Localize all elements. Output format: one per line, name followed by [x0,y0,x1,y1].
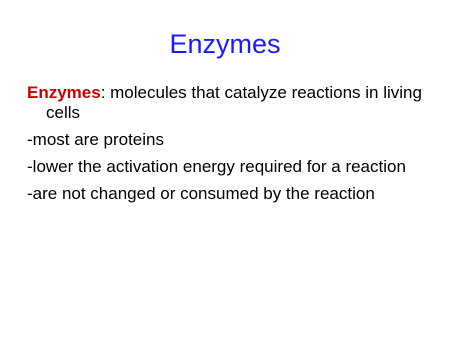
definition-text: : molecules that catalyze reactions in living cells [46,83,422,122]
bullet-not-changed-or-consumed: -are not changed or consumed by the reaction [27,184,375,203]
bullet-most-are-proteins: -most are proteins [27,130,164,149]
definition-term: Enzymes [27,83,101,102]
slide-body [27,83,437,211]
bullet-lower-activation-energy: -lower the activation energy required for a reaction [27,157,406,176]
definition-paragraph [27,83,437,123]
slide-title: Enzymes [169,29,281,59]
